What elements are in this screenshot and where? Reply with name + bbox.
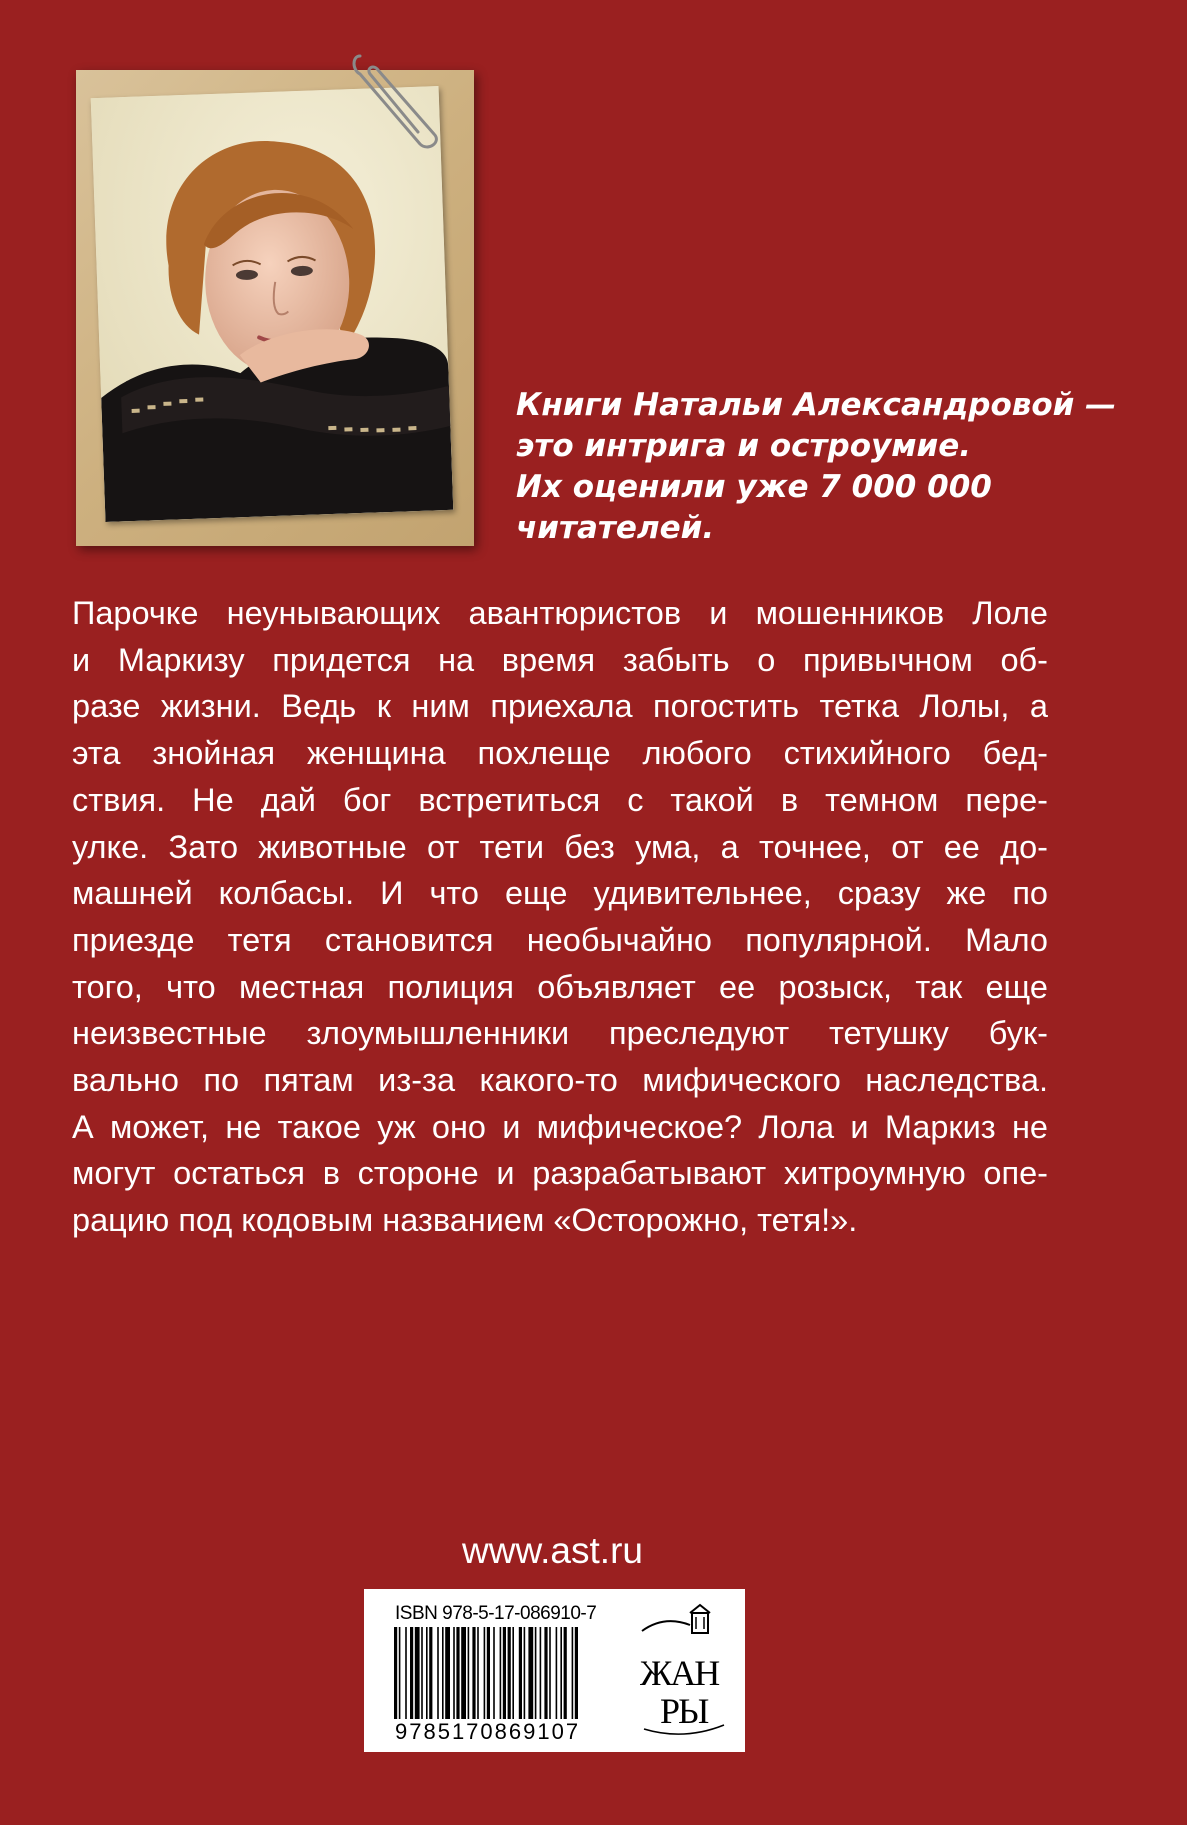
barcode-bar [528, 1627, 533, 1719]
publisher-logo [634, 1601, 734, 1741]
barcode-bar [575, 1627, 578, 1719]
paperclip-icon [350, 48, 440, 158]
barcode-bar [560, 1627, 562, 1719]
barcode-bar [456, 1627, 459, 1719]
annotation-line: машней колбасы. И что еще удивительнее, сразу же по [72, 875, 1048, 912]
barcode-bar [540, 1627, 542, 1719]
barcode-bar [500, 1627, 502, 1719]
tagline-line: читателей. [516, 510, 715, 546]
barcode-icon [394, 1627, 626, 1719]
publisher-website[interactable]: www.ast.ru [462, 1530, 643, 1571]
barcode-bar [519, 1627, 522, 1719]
annotation-line: ствия. Не дай бог встретиться с такой в темном пере- [72, 781, 1048, 818]
barcode-label [364, 1589, 745, 1752]
barcode-bar [508, 1627, 511, 1719]
barcode-bar [442, 1627, 444, 1719]
annotation-line: разе жизни. Ведь к ним приехала погостить тетка Лолы, а [72, 688, 1048, 725]
tagline-line: Книги Натальи Александровой — [516, 387, 1117, 423]
barcode-bar [453, 1627, 455, 1719]
barcode-bar [394, 1627, 397, 1719]
isbn-text: ISBN 978-5-17-086910-7 [395, 1603, 597, 1624]
annotation-line: рацию под кодовым названием «Осторожно, тетя!». [72, 1202, 858, 1239]
annotation-line: А может, не такое уж оно и мифическое? Лола и Маркиз не [72, 1108, 1048, 1145]
book-annotation [72, 590, 1048, 1244]
barcode-bar [535, 1627, 537, 1719]
barcode-bar [410, 1627, 413, 1719]
tagline-line: это интрига и остроумие. [516, 428, 972, 464]
annotation-line: и Маркизу придется на время забыть о привычном об- [72, 641, 1048, 678]
tagline-line: Их оценили уже 7 000 000 [516, 469, 992, 505]
barcode-bar [572, 1627, 574, 1719]
barcode-bar [524, 1627, 526, 1719]
lantern-icon [690, 1605, 710, 1633]
annotation-line: могут остаться в стороне и разрабатывают хитроумную опе- [72, 1155, 1048, 1192]
barcode-digits: 9785170869107 [395, 1719, 581, 1744]
logo-text-bottom: РЫ [660, 1691, 708, 1731]
barcode-bar [405, 1627, 407, 1719]
barcode-bar [461, 1627, 466, 1719]
barcode-bar [445, 1627, 450, 1719]
barcode-bar [556, 1627, 558, 1719]
annotation-line: улке. Зато животные от тети без ума, а точнее, от ее до- [72, 828, 1048, 865]
annotation-line: приезде тетя становится необычайно популярной. Мало [72, 921, 1048, 958]
barcode-bar [477, 1627, 479, 1719]
annotation-line: эта знойная женщина похлеще любого стихийного бед- [72, 735, 1048, 772]
barcode-bar [512, 1627, 514, 1719]
barcode-bar [549, 1627, 551, 1719]
barcode-bar [468, 1627, 470, 1719]
annotation-line: того, что местная полиция объявляет ее розыск, так еще [72, 968, 1048, 1005]
barcode-bar [493, 1627, 495, 1719]
annotation-line: Парочке неунывающих авантюристов и мошенников Лоле [72, 595, 1048, 631]
annotation-line: вально по пятам из-за какого-то мифического наследства. [72, 1062, 1048, 1099]
barcode-bar [399, 1627, 401, 1719]
author-photo-frame [76, 70, 474, 546]
barcode-bar [503, 1627, 506, 1719]
barcode-bar [429, 1627, 432, 1719]
barcode-bar [484, 1627, 486, 1719]
barcode-bar [415, 1627, 420, 1719]
barcode-bar [564, 1627, 567, 1719]
barcode-bar [544, 1627, 547, 1719]
barcode-bar [437, 1627, 439, 1719]
tagline [516, 385, 1136, 549]
barcode-bar [426, 1627, 428, 1719]
annotation-line: неизвестные злоумышленники преследуют тетушку бук- [72, 1015, 1048, 1052]
logo-text-top: ЖАН [640, 1653, 719, 1693]
barcode-bar [487, 1627, 490, 1719]
barcode-bar [472, 1627, 475, 1719]
barcode-bar [421, 1627, 423, 1719]
